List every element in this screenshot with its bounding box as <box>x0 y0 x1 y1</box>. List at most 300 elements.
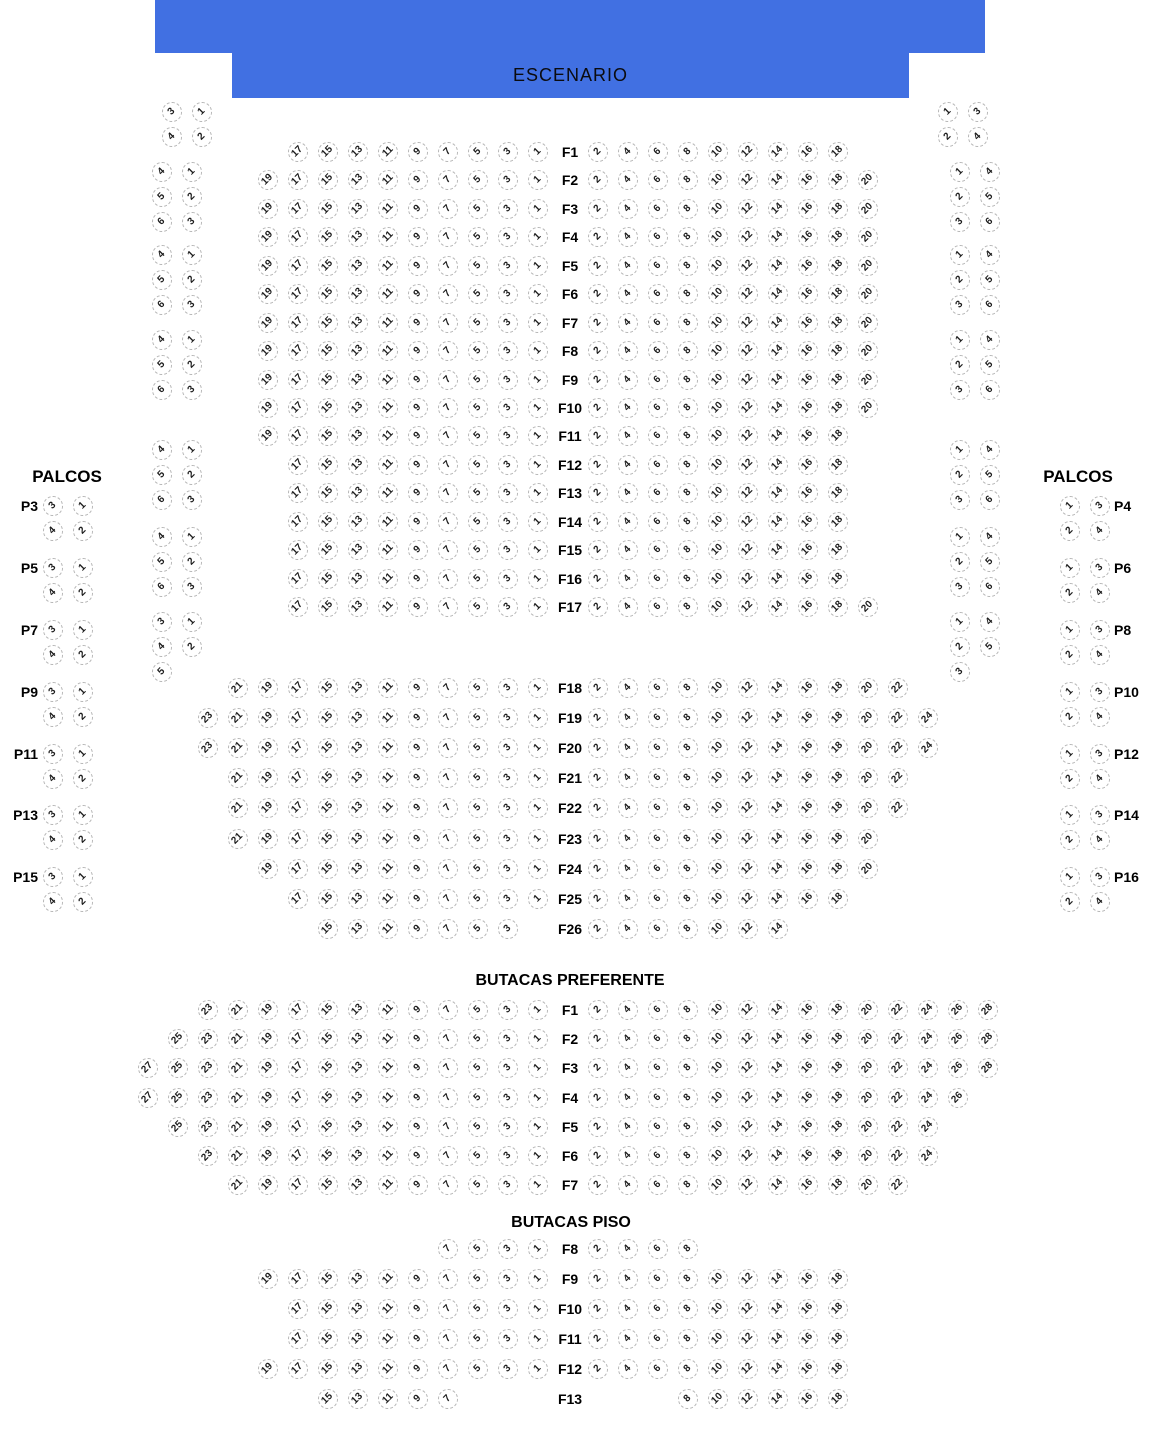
seat[interactable] <box>408 483 428 503</box>
seat[interactable] <box>378 829 398 849</box>
seat[interactable] <box>678 919 698 939</box>
seat[interactable] <box>648 455 668 475</box>
seat[interactable] <box>768 768 788 788</box>
seat[interactable] <box>288 768 308 788</box>
seat[interactable] <box>950 552 970 572</box>
seat[interactable] <box>738 341 758 361</box>
seat[interactable] <box>438 426 458 446</box>
seat[interactable] <box>618 1299 638 1319</box>
seat[interactable] <box>438 284 458 304</box>
seat[interactable] <box>288 313 308 333</box>
seat[interactable] <box>378 708 398 728</box>
seat[interactable] <box>258 227 278 247</box>
seat[interactable] <box>708 597 728 617</box>
seat[interactable] <box>348 1329 368 1349</box>
seat[interactable] <box>182 187 202 207</box>
seat[interactable] <box>138 1088 158 1108</box>
seat[interactable] <box>288 398 308 418</box>
seat[interactable] <box>468 199 488 219</box>
seat[interactable] <box>162 127 182 147</box>
seat[interactable] <box>738 142 758 162</box>
seat[interactable] <box>438 738 458 758</box>
seat[interactable] <box>288 1058 308 1078</box>
seat[interactable] <box>318 569 338 589</box>
seat[interactable] <box>73 558 93 578</box>
seat[interactable] <box>678 829 698 849</box>
seat[interactable] <box>708 256 728 276</box>
seat[interactable] <box>678 1239 698 1259</box>
seat[interactable] <box>498 512 518 532</box>
seat[interactable] <box>318 859 338 879</box>
seat[interactable] <box>648 199 668 219</box>
seat[interactable] <box>468 540 488 560</box>
seat[interactable] <box>1090 496 1110 516</box>
seat[interactable] <box>950 637 970 657</box>
seat[interactable] <box>43 558 63 578</box>
seat[interactable] <box>768 256 788 276</box>
seat[interactable] <box>528 455 548 475</box>
seat[interactable] <box>438 483 458 503</box>
seat[interactable] <box>738 1146 758 1166</box>
seat[interactable] <box>678 398 698 418</box>
seat[interactable] <box>648 738 668 758</box>
seat[interactable] <box>318 313 338 333</box>
seat[interactable] <box>948 1088 968 1108</box>
seat[interactable] <box>498 170 518 190</box>
seat[interactable] <box>588 142 608 162</box>
seat[interactable] <box>678 1359 698 1379</box>
seat[interactable] <box>468 142 488 162</box>
seat[interactable] <box>738 170 758 190</box>
seat[interactable] <box>588 738 608 758</box>
seat[interactable] <box>798 1359 818 1379</box>
seat[interactable] <box>798 1058 818 1078</box>
seat[interactable] <box>588 829 608 849</box>
seat[interactable] <box>678 142 698 162</box>
seat[interactable] <box>258 284 278 304</box>
seat[interactable] <box>980 440 1000 460</box>
seat[interactable] <box>618 597 638 617</box>
seat[interactable] <box>1090 682 1110 702</box>
seat[interactable] <box>228 1088 248 1108</box>
seat[interactable] <box>798 738 818 758</box>
seat[interactable] <box>408 1299 428 1319</box>
seat[interactable] <box>1090 744 1110 764</box>
seat[interactable] <box>950 245 970 265</box>
seat[interactable] <box>258 829 278 849</box>
seat[interactable] <box>828 170 848 190</box>
seat[interactable] <box>798 1175 818 1195</box>
seat[interactable] <box>828 199 848 219</box>
seat[interactable] <box>828 284 848 304</box>
seat[interactable] <box>468 889 488 909</box>
seat[interactable] <box>738 1299 758 1319</box>
seat[interactable] <box>678 483 698 503</box>
seat[interactable] <box>468 1329 488 1349</box>
seat[interactable] <box>1060 620 1080 640</box>
seat[interactable] <box>708 1359 728 1379</box>
seat[interactable] <box>588 483 608 503</box>
seat[interactable] <box>858 798 878 818</box>
seat[interactable] <box>918 708 938 728</box>
seat[interactable] <box>858 859 878 879</box>
seat[interactable] <box>288 1117 308 1137</box>
seat[interactable] <box>258 1029 278 1049</box>
seat[interactable] <box>768 142 788 162</box>
seat[interactable] <box>618 1359 638 1379</box>
seat[interactable] <box>828 798 848 818</box>
seat[interactable] <box>468 1146 488 1166</box>
seat[interactable] <box>950 355 970 375</box>
seat[interactable] <box>408 919 428 939</box>
seat[interactable] <box>288 1269 308 1289</box>
seat[interactable] <box>708 199 728 219</box>
seat[interactable] <box>528 889 548 909</box>
seat[interactable] <box>1090 645 1110 665</box>
seat[interactable] <box>228 1117 248 1137</box>
seat[interactable] <box>498 708 518 728</box>
seat[interactable] <box>528 199 548 219</box>
seat[interactable] <box>348 1000 368 1020</box>
seat[interactable] <box>258 708 278 728</box>
seat[interactable] <box>318 512 338 532</box>
seat[interactable] <box>318 1058 338 1078</box>
seat[interactable] <box>318 142 338 162</box>
seat[interactable] <box>258 1269 278 1289</box>
seat[interactable] <box>738 540 758 560</box>
seat[interactable] <box>588 1329 608 1349</box>
seat[interactable] <box>318 1088 338 1108</box>
seat[interactable] <box>768 1389 788 1409</box>
seat[interactable] <box>468 678 488 698</box>
seat[interactable] <box>588 1088 608 1108</box>
seat[interactable] <box>948 1058 968 1078</box>
seat[interactable] <box>768 1359 788 1379</box>
seat[interactable] <box>798 889 818 909</box>
seat[interactable] <box>888 768 908 788</box>
seat[interactable] <box>678 1269 698 1289</box>
seat[interactable] <box>408 1088 428 1108</box>
seat[interactable] <box>768 859 788 879</box>
seat[interactable] <box>1090 867 1110 887</box>
seat[interactable] <box>618 738 638 758</box>
seat[interactable] <box>468 1269 488 1289</box>
seat[interactable] <box>1060 805 1080 825</box>
seat[interactable] <box>318 829 338 849</box>
seat[interactable] <box>648 889 668 909</box>
seat[interactable] <box>738 199 758 219</box>
seat[interactable] <box>468 829 488 849</box>
seat[interactable] <box>378 512 398 532</box>
seat[interactable] <box>738 313 758 333</box>
seat[interactable] <box>288 597 308 617</box>
seat[interactable] <box>318 199 338 219</box>
seat[interactable] <box>182 295 202 315</box>
seat[interactable] <box>348 1359 368 1379</box>
seat[interactable] <box>918 738 938 758</box>
seat[interactable] <box>888 1175 908 1195</box>
seat[interactable] <box>348 1269 368 1289</box>
seat[interactable] <box>648 256 668 276</box>
seat[interactable] <box>828 1389 848 1409</box>
seat[interactable] <box>708 1000 728 1020</box>
seat[interactable] <box>678 512 698 532</box>
seat[interactable] <box>468 597 488 617</box>
seat[interactable] <box>228 1146 248 1166</box>
seat[interactable] <box>408 1359 428 1379</box>
seat[interactable] <box>408 1146 428 1166</box>
seat[interactable] <box>828 1146 848 1166</box>
seat[interactable] <box>498 199 518 219</box>
seat[interactable] <box>950 465 970 485</box>
seat[interactable] <box>828 341 848 361</box>
seat[interactable] <box>528 859 548 879</box>
seat[interactable] <box>498 859 518 879</box>
seat[interactable] <box>528 1175 548 1195</box>
seat[interactable] <box>348 1058 368 1078</box>
seat[interactable] <box>43 744 63 764</box>
seat[interactable] <box>528 678 548 698</box>
seat[interactable] <box>73 496 93 516</box>
seat[interactable] <box>498 1329 518 1349</box>
seat[interactable] <box>828 569 848 589</box>
seat[interactable] <box>258 256 278 276</box>
seat[interactable] <box>258 768 278 788</box>
seat[interactable] <box>408 597 428 617</box>
seat[interactable] <box>798 1146 818 1166</box>
seat[interactable] <box>768 1146 788 1166</box>
seat[interactable] <box>738 859 758 879</box>
seat[interactable] <box>288 1299 308 1319</box>
seat[interactable] <box>798 1389 818 1409</box>
seat[interactable] <box>618 256 638 276</box>
seat[interactable] <box>258 398 278 418</box>
seat[interactable] <box>678 1146 698 1166</box>
seat[interactable] <box>378 426 398 446</box>
seat[interactable] <box>648 313 668 333</box>
seat[interactable] <box>798 798 818 818</box>
seat[interactable] <box>678 768 698 788</box>
seat[interactable] <box>43 496 63 516</box>
seat[interactable] <box>73 744 93 764</box>
seat[interactable] <box>858 678 878 698</box>
seat[interactable] <box>738 678 758 698</box>
seat[interactable] <box>618 341 638 361</box>
seat[interactable] <box>708 284 728 304</box>
seat[interactable] <box>648 569 668 589</box>
seat[interactable] <box>258 1058 278 1078</box>
seat[interactable] <box>708 1088 728 1108</box>
seat[interactable] <box>828 1000 848 1020</box>
seat[interactable] <box>708 398 728 418</box>
seat[interactable] <box>648 1299 668 1319</box>
seat[interactable] <box>618 1088 638 1108</box>
seat[interactable] <box>648 859 668 879</box>
seat[interactable] <box>1090 620 1110 640</box>
seat[interactable] <box>378 1175 398 1195</box>
seat[interactable] <box>288 738 308 758</box>
seat[interactable] <box>408 678 428 698</box>
seat[interactable] <box>318 398 338 418</box>
seat[interactable] <box>858 313 878 333</box>
seat[interactable] <box>468 227 488 247</box>
seat[interactable] <box>318 919 338 939</box>
seat[interactable] <box>288 829 308 849</box>
seat[interactable] <box>168 1029 188 1049</box>
seat[interactable] <box>408 1389 428 1409</box>
seat[interactable] <box>588 426 608 446</box>
seat[interactable] <box>528 768 548 788</box>
seat[interactable] <box>888 798 908 818</box>
seat[interactable] <box>152 162 172 182</box>
seat[interactable] <box>468 455 488 475</box>
seat[interactable] <box>708 455 728 475</box>
seat[interactable] <box>348 738 368 758</box>
seat[interactable] <box>438 227 458 247</box>
seat[interactable] <box>980 465 1000 485</box>
seat[interactable] <box>528 341 548 361</box>
seat[interactable] <box>768 1058 788 1078</box>
seat[interactable] <box>378 170 398 190</box>
seat[interactable] <box>378 798 398 818</box>
seat[interactable] <box>1090 558 1110 578</box>
seat[interactable] <box>528 142 548 162</box>
seat[interactable] <box>348 540 368 560</box>
seat[interactable] <box>618 370 638 390</box>
seat[interactable] <box>1060 583 1080 603</box>
seat[interactable] <box>588 512 608 532</box>
seat[interactable] <box>378 455 398 475</box>
seat[interactable] <box>152 612 172 632</box>
seat[interactable] <box>348 829 368 849</box>
seat[interactable] <box>498 227 518 247</box>
seat[interactable] <box>348 284 368 304</box>
seat[interactable] <box>438 199 458 219</box>
seat[interactable] <box>768 829 788 849</box>
seat[interactable] <box>950 612 970 632</box>
seat[interactable] <box>1060 496 1080 516</box>
seat[interactable] <box>378 1029 398 1049</box>
seat[interactable] <box>43 707 63 727</box>
seat[interactable] <box>408 569 428 589</box>
seat[interactable] <box>858 341 878 361</box>
seat[interactable] <box>768 569 788 589</box>
seat[interactable] <box>408 1058 428 1078</box>
seat[interactable] <box>408 455 428 475</box>
seat[interactable] <box>152 527 172 547</box>
seat[interactable] <box>648 1088 668 1108</box>
seat[interactable] <box>738 569 758 589</box>
seat[interactable] <box>288 512 308 532</box>
seat[interactable] <box>152 577 172 597</box>
seat[interactable] <box>348 142 368 162</box>
seat[interactable] <box>858 768 878 788</box>
seat[interactable] <box>648 1146 668 1166</box>
seat[interactable] <box>438 313 458 333</box>
seat[interactable] <box>798 540 818 560</box>
seat[interactable] <box>618 313 638 333</box>
seat[interactable] <box>288 256 308 276</box>
seat[interactable] <box>378 199 398 219</box>
seat[interactable] <box>1060 830 1080 850</box>
seat[interactable] <box>618 483 638 503</box>
seat[interactable] <box>468 313 488 333</box>
seat[interactable] <box>798 256 818 276</box>
seat[interactable] <box>318 540 338 560</box>
seat[interactable] <box>378 1389 398 1409</box>
seat[interactable] <box>1060 682 1080 702</box>
seat[interactable] <box>798 370 818 390</box>
seat[interactable] <box>950 662 970 682</box>
seat[interactable] <box>678 256 698 276</box>
seat[interactable] <box>858 227 878 247</box>
seat[interactable] <box>168 1117 188 1137</box>
seat[interactable] <box>528 569 548 589</box>
seat[interactable] <box>348 678 368 698</box>
seat[interactable] <box>378 1359 398 1379</box>
seat[interactable] <box>798 569 818 589</box>
seat[interactable] <box>152 355 172 375</box>
seat[interactable] <box>828 1299 848 1319</box>
seat[interactable] <box>678 859 698 879</box>
seat[interactable] <box>378 341 398 361</box>
seat[interactable] <box>378 1088 398 1108</box>
seat[interactable] <box>588 1058 608 1078</box>
seat[interactable] <box>528 284 548 304</box>
seat[interactable] <box>378 919 398 939</box>
seat[interactable] <box>528 170 548 190</box>
seat[interactable] <box>468 512 488 532</box>
seat[interactable] <box>798 859 818 879</box>
seat[interactable] <box>152 330 172 350</box>
seat[interactable] <box>438 370 458 390</box>
seat[interactable] <box>768 341 788 361</box>
seat[interactable] <box>438 1117 458 1137</box>
seat[interactable] <box>798 227 818 247</box>
seat[interactable] <box>43 892 63 912</box>
seat[interactable] <box>498 919 518 939</box>
seat[interactable] <box>678 341 698 361</box>
seat[interactable] <box>798 597 818 617</box>
seat[interactable] <box>468 1299 488 1319</box>
seat[interactable] <box>438 1000 458 1020</box>
seat[interactable] <box>768 227 788 247</box>
seat[interactable] <box>528 829 548 849</box>
seat[interactable] <box>288 284 308 304</box>
seat[interactable] <box>438 142 458 162</box>
seat[interactable] <box>618 142 638 162</box>
seat[interactable] <box>648 540 668 560</box>
seat[interactable] <box>980 380 1000 400</box>
seat[interactable] <box>182 527 202 547</box>
seat[interactable] <box>678 284 698 304</box>
seat[interactable] <box>888 1088 908 1108</box>
seat[interactable] <box>498 1299 518 1319</box>
seat[interactable] <box>438 1299 458 1319</box>
seat[interactable] <box>228 1029 248 1049</box>
seat[interactable] <box>438 597 458 617</box>
seat[interactable] <box>678 540 698 560</box>
seat[interactable] <box>438 1359 458 1379</box>
seat[interactable] <box>588 256 608 276</box>
seat[interactable] <box>152 490 172 510</box>
seat[interactable] <box>858 829 878 849</box>
seat[interactable] <box>498 1000 518 1020</box>
seat[interactable] <box>288 1029 308 1049</box>
seat[interactable] <box>318 1389 338 1409</box>
seat[interactable] <box>980 187 1000 207</box>
seat[interactable] <box>738 284 758 304</box>
